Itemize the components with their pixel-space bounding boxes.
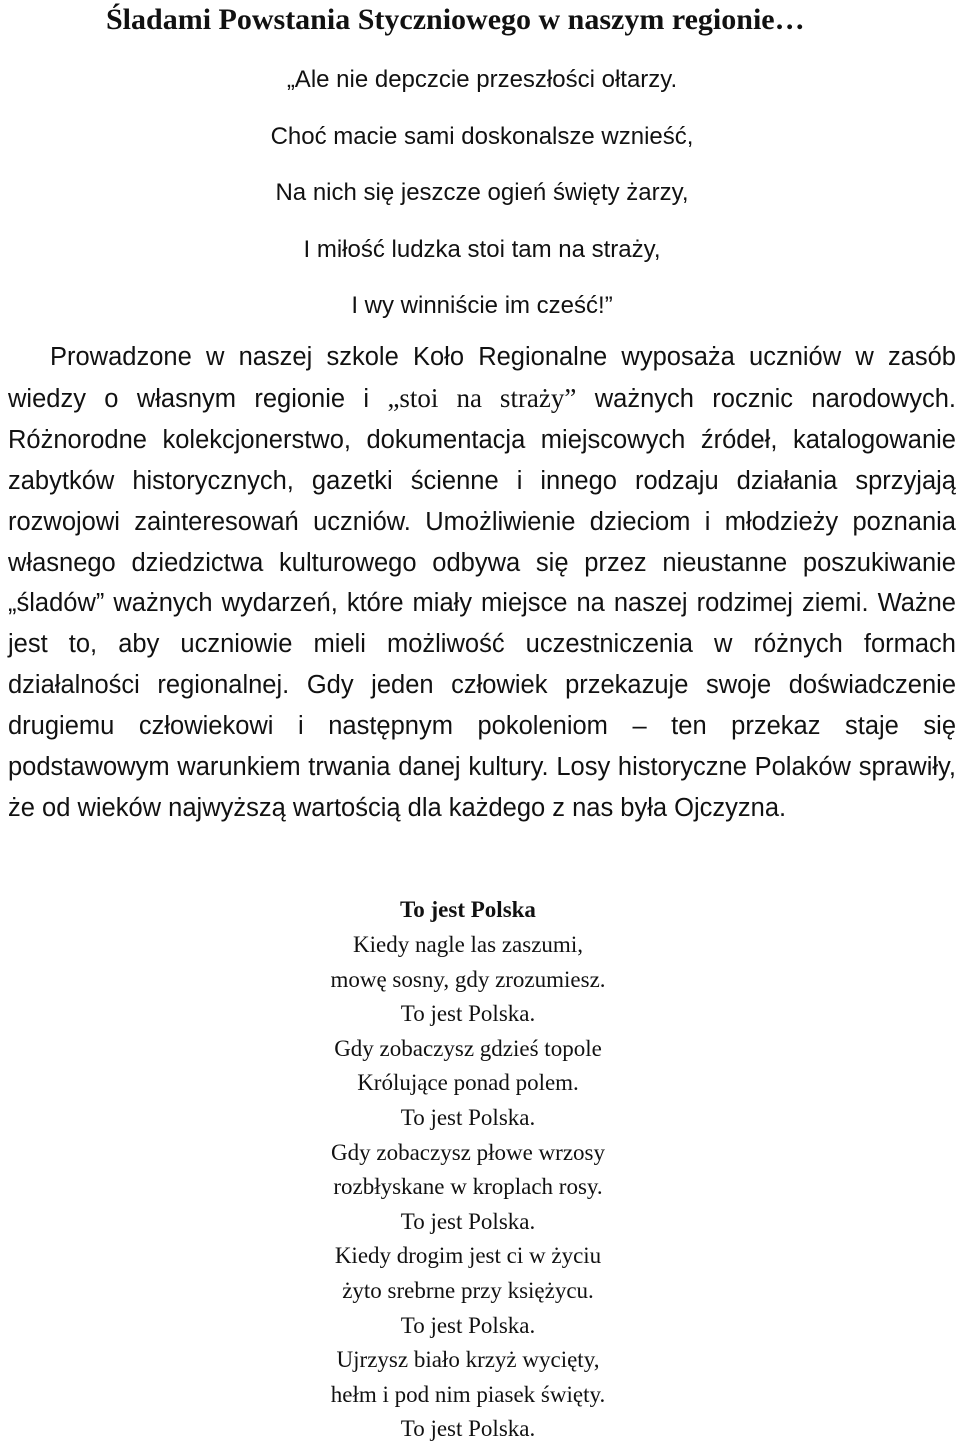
poem: [8, 892, 928, 1447]
body-quote: „stoi na straży”: [387, 382, 577, 413]
poem-refrain: To jest Polska.: [400, 1312, 536, 1338]
poem-line: Gdy zobaczysz płowe wrzosy: [331, 1139, 605, 1165]
body-text-part-1: Prowadzone w naszej szkole Koło Regionalne wyposaża uczniów w zasób wiedzy o własnym regionie i: [8, 343, 956, 413]
poem-line: Ujrzysz biało krzyż wycięty,: [336, 1347, 600, 1373]
poem-refrain: To jest Polska.: [400, 1416, 536, 1442]
motto-line: Choć macie sami doskonalsze wznieść,: [270, 122, 694, 150]
poem-line: żyto srebrne przy księżycu.: [342, 1277, 594, 1303]
poem-line: Królujące ponad polem.: [357, 1070, 579, 1096]
poem-line: mowę sosny, gdy zrozumiesz.: [330, 966, 606, 992]
body-paragraph: [8, 337, 956, 829]
poem-line: hełm i pod nim piasek święty.: [330, 1381, 606, 1407]
poem-line: Gdy zobaczysz gdzieś topole: [334, 1035, 602, 1061]
poem-refrain: To jest Polska.: [400, 1001, 536, 1027]
motto-verse: [8, 60, 956, 343]
motto-line: I miłość ludzka stoi tam na straży,: [303, 235, 661, 263]
poem-line: Kiedy drogim jest ci w życiu: [334, 1243, 602, 1269]
poem-line: rozbłyskane w kroplach rosy.: [333, 1174, 603, 1200]
motto-line: Na nich się jeszcze ogień święty żarzy,: [275, 179, 689, 206]
poem-refrain: To jest Polska.: [400, 1208, 536, 1234]
poem-lines: [8, 928, 928, 1447]
poem-line: Kiedy nagle las zaszumi,: [353, 932, 583, 957]
document-title: Śladami Powstania Styczniowego w naszym regionie…: [106, 3, 805, 36]
motto-line: I wy winniście im cześć!”: [351, 292, 613, 319]
body-text-part-2: ważnych rocznic narodowych. Różnorodne kolekcjonerstwo, dokumentacja miejscowych źródeł, katalogowanie zabytków historycznych, gazetki ścienne i innego rodzaju działania sprzyjają rozwojowi zainteresowań uczniów. Umożliwienie dzieciom i młodzieży poznania własnego dziedzictwa kulturowego odbywa się przez nieustanne poszukiwanie „śladów” ważnych wydarzeń, które miały miejsce na naszej rodzimej ziemi. Ważne jest to, aby uczniowie mieli możliwość uczestniczenia w różnych formach działalności regionalnej. Gdy jeden człowiek przekazuje swoje doświadczenie drugiemu człowiekowi i następnym pokoleniom – ten przekaz staje się podstawowym warunkiem trwania danej kultury. Losy historyczne Polaków sprawiły, że od wieków najwyższą wartością dla każdego z nas była Ojczyzna.: [8, 384, 956, 822]
poem-title: To jest Polska: [400, 897, 536, 922]
motto-line: „Ale nie depczcie przeszłości ołtarzy.: [286, 66, 678, 93]
poem-refrain: To jest Polska.: [400, 1104, 536, 1130]
